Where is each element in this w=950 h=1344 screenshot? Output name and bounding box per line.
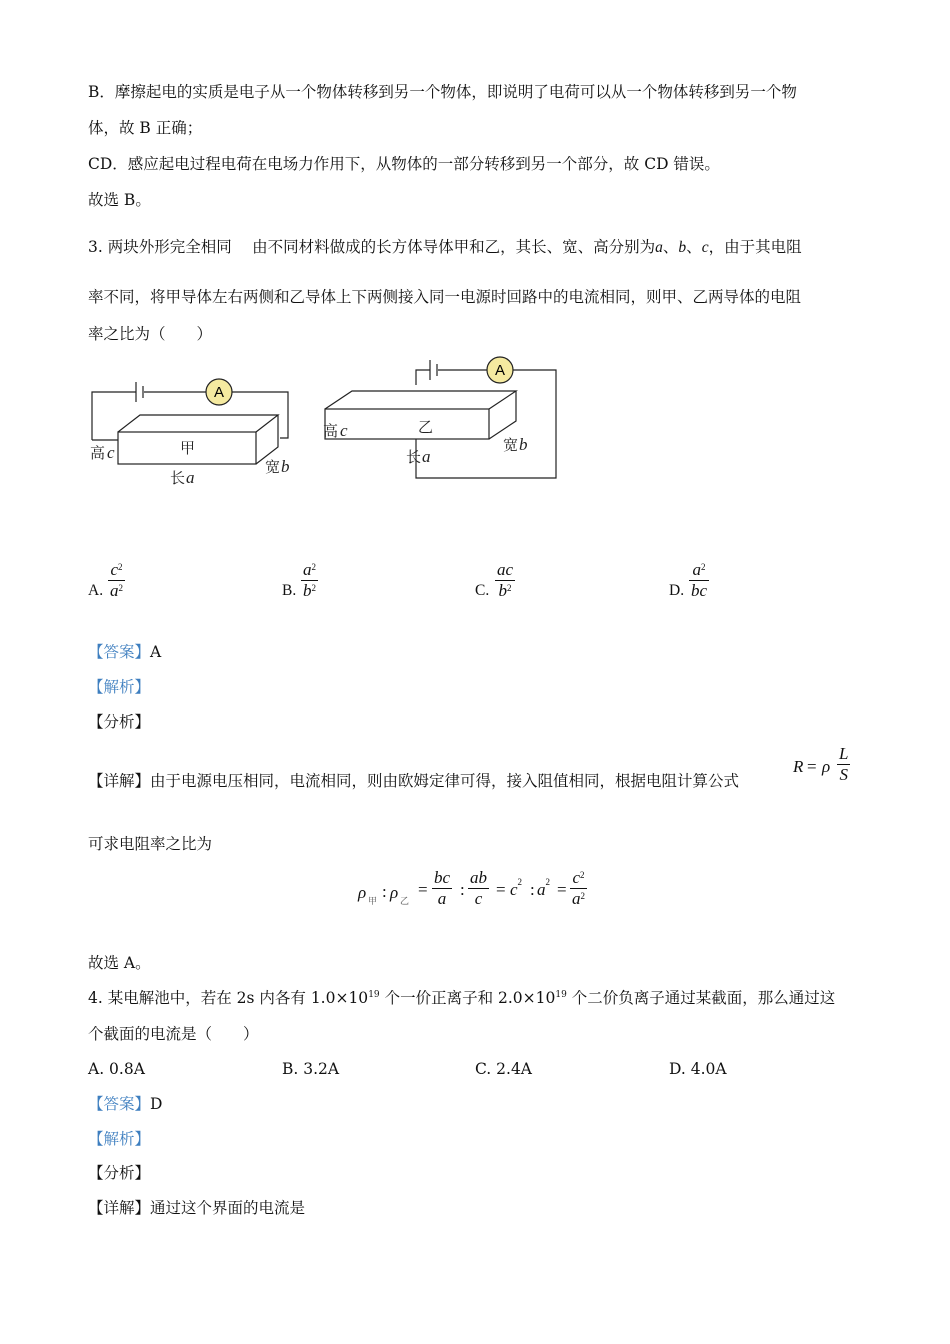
q4-option-d[interactable]: D. 4.0A [669, 1060, 727, 1078]
formula-fraction: $\frac{L}{S}$ [839, 744, 849, 784]
option-b-label: B. [282, 582, 297, 599]
q3-stem-line-3: 率之比为（ ） [88, 325, 213, 343]
q4-fenxi-tag: 【分析】 [88, 1164, 151, 1182]
left-height-label: 高 [90, 444, 106, 462]
right-a-label: a [422, 447, 431, 466]
ratio-fraction-2: $\frac{ab}{c}$ [470, 868, 487, 908]
right-width-label: 宽 [503, 436, 519, 454]
text-line-1: B．摩擦起电的实质是电子从一个物体转移到另一个物体，即说明了电荷可以从一个物体转移到另一个物 [88, 83, 797, 101]
text-line-2: 体，故 B 正确； [88, 119, 203, 137]
option-c-label: C. [475, 582, 490, 599]
q4-analysis-tag: 【解析】 [88, 1130, 151, 1148]
q4-option-c[interactable]: C. 2.4A [475, 1060, 533, 1078]
q4-answer: 【答案】D [88, 1095, 163, 1113]
q3-derive-text: 可求电阻率之比为 [88, 835, 213, 853]
text-line-3: CD．感应起电过程电荷在电场力作用下，从物体的一部分转移到另一个部分，故 CD 错误。 [88, 155, 720, 173]
q4-stem-line-1: 4. 某电解池中，若在 2s 内各有 $1.0\times 10^{19}$ 个一价正离子和 $2.0\times 10^{19}$ 个二价负离子通过某截面，那么通过这 [88, 989, 836, 1007]
left-a-label: a [186, 468, 195, 487]
q3-answer: 【答案】A [88, 643, 162, 661]
ratio-fraction-3: $\frac{c^2}{a^2}$ [572, 868, 585, 908]
block-jia-label: 甲 [180, 439, 196, 457]
option-b-fraction: $\frac{a^2}{b^2}$ [303, 560, 316, 600]
q4-detail: 【详解】通过这个界面的电流是 [88, 1199, 306, 1217]
q3-stem-line-1: 3. 两块外形完全相同 由不同材料做成的长方体导体甲和乙，其长、宽、高分别为a、b、c，由于其电阻 [88, 238, 802, 256]
option-a-label: A. [88, 582, 104, 599]
q3-conclusion: 故选 A。 [88, 954, 151, 972]
option-d-fraction: $\frac{a^2}{bc}$ [691, 560, 708, 600]
option-c-fraction: $\frac{ac}{b^2}$ [497, 560, 514, 600]
left-c-label: c [107, 443, 115, 462]
q4-option-a[interactable]: A. 0.8A [88, 1060, 145, 1078]
left-length-label: 长 [170, 469, 186, 487]
ratio-fraction-1: $\frac{bc}{a}$ [434, 868, 451, 908]
q3-analysis-tag: 【解析】 [88, 678, 151, 696]
block-yi-label: 乙 [418, 418, 434, 436]
left-b-label: b [281, 457, 290, 476]
option-a-fraction: $\frac{c^2}{a^2}$ [110, 560, 123, 600]
text-line-4: 故选 B。 [88, 191, 151, 209]
circuit-diagram [80, 352, 580, 492]
q3-fenxi-tag: 【分析】 [88, 713, 151, 731]
q3-stem-line-2: 率不同，将甲导体左右两侧和乙导体上下两侧接入同一电源时回路中的电流相同，则甲、乙两导体的电阻 [88, 288, 802, 306]
q3-detail: 【详解】由于电源电压相同，电流相同，则由欧姆定律可得，接入阻值相同，根据电阻计算公式 [88, 772, 740, 790]
left-width-label: 宽 [265, 458, 281, 476]
q4-stem-line-2: 个截面的电流是（ ） [88, 1025, 259, 1043]
right-c-label: c [340, 421, 348, 440]
ammeter-left-label: A [213, 384, 225, 401]
option-d-label: D. [669, 582, 685, 599]
q4-option-b[interactable]: B. 3.2A [282, 1060, 340, 1078]
right-b-label: b [519, 435, 528, 454]
right-length-label: 长 [406, 448, 422, 466]
ammeter-right-label: A [494, 362, 506, 379]
right-height-label: 高 [323, 422, 339, 440]
